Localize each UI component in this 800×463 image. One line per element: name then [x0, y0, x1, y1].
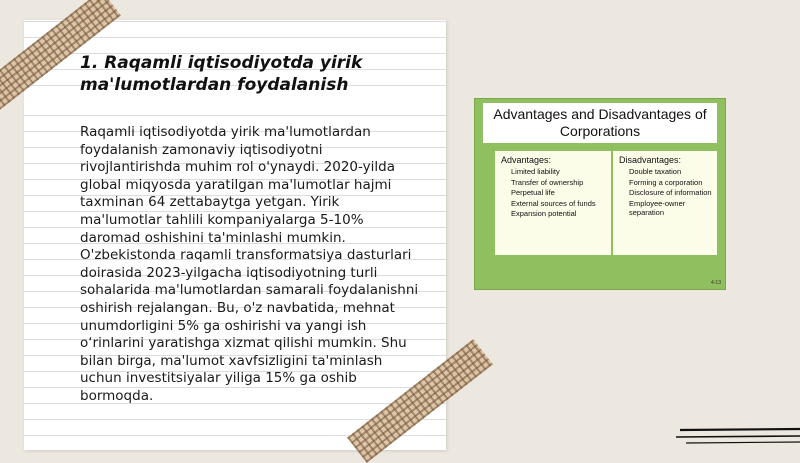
advantage-item: Transfer of ownership	[511, 177, 584, 187]
disadvantages-box	[613, 151, 717, 255]
disadvantage-item: Forming a corporation	[629, 177, 703, 187]
section-body: Raqamli iqtisodiyotda yirik ma'lumotlardan foydalanish zamonaviy iqtisodiyotni rivojlantirishda muhim rol o'ynaydi. 2020-yilda global miqyosda yaratilgan ma'lumotlar hajmi taxminan 64 zettabaytga yetgan. Yirik ma'lumotlar tahlili kompaniyalarga 5-10% daromad oshishini ta'minlashi mumkin. O'zbekistonda raqamli transformatsiya dasturlari doirasida 2023-yilgacha iqtisodiyotning turli sohalarida ma'lumotlardan samarali foydalanishni oshirish rejalangan. Bu, o'z navbatida, mehnat unumdorligini 5% ga oshirishi va yangi ish o‘rinlarini yaratishga xizmat qilishi mumkin. Shu bilan birga, ma'lumot xavfsizligini ta'minlash uchun investitsiyalar yiliga 15% ga oshib bormoqda.	[80, 124, 419, 404]
advantage-item: Limited liability	[511, 167, 560, 176]
advantage-item: Perpetual life	[511, 188, 555, 198]
disadvantages-list	[613, 167, 717, 218]
slide-image	[474, 98, 726, 290]
slide-title: Advantages and Disadvantages of Corporations	[483, 103, 717, 143]
disadvantage-item: Double taxation	[629, 167, 682, 176]
slide-page-number: 4-13	[710, 280, 721, 286]
advantage-item: External sources of funds	[511, 198, 596, 208]
decorative-lines	[676, 426, 800, 446]
disadvantages-heading: Disadvantages:	[619, 155, 682, 165]
disadvantage-item: Disclosure of information	[629, 188, 712, 198]
advantage-item: Expansion potential	[511, 209, 577, 219]
disadvantage-item: Employee-owner separation	[629, 198, 686, 218]
advantages-box	[495, 151, 611, 255]
advantages-heading: Advantages:	[501, 155, 552, 165]
section-title: 1. Raqamli iqtisodiyotda yirik ma'lumotlardan foydalanish	[80, 53, 363, 95]
advantages-list	[495, 167, 611, 219]
